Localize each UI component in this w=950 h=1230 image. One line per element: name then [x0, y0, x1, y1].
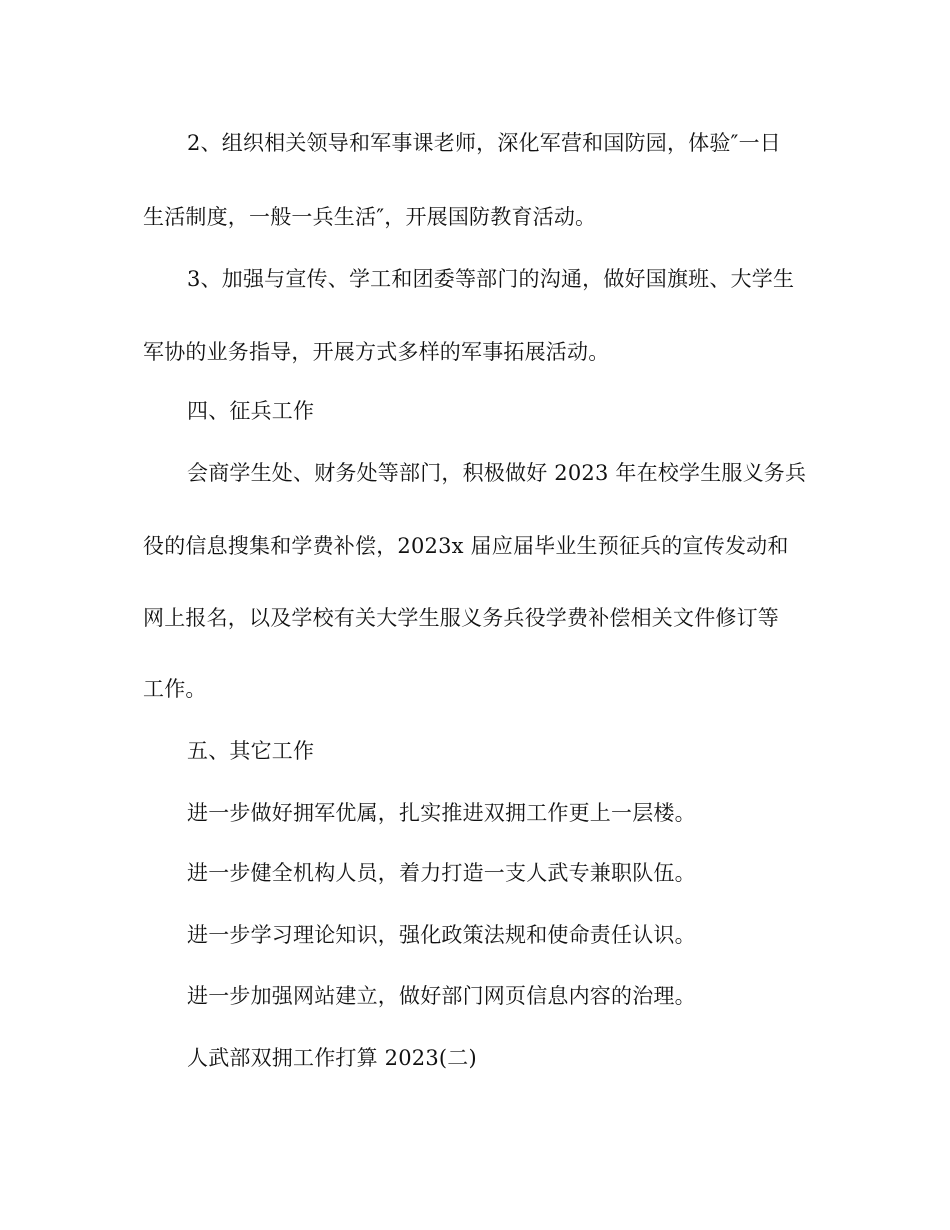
list-item: 进一步做好拥军优属，扎实推进双拥工作更上一层楼。	[187, 801, 696, 825]
paragraph-line: 网上报名，以及学校有关大学生服义务兵役学费补偿相关文件修订等	[143, 606, 779, 630]
paragraph-line: 役的信息搜集和学费补偿，2023x 届应届毕业生预征兵的宣传发动和	[143, 534, 789, 558]
paragraph-line: 3、加强与宣传、学工和团委等部门的沟通，做好国旗班、大学生	[187, 267, 795, 291]
document-title: 人武部双拥工作打算 2023(二)	[187, 1046, 477, 1070]
paragraph-line: 军协的业务指导，开展方式多样的军事拓展活动。	[143, 340, 610, 364]
section-heading: 五、其它工作	[187, 739, 315, 763]
paragraph-line: 2、组织相关领导和军事课老师，深化军营和国防园，体验″一日	[187, 131, 782, 155]
section-heading: 四、征兵工作	[187, 399, 315, 423]
paragraph-line: 生活制度，一般一兵生活″，开展国防教育活动。	[143, 205, 597, 229]
list-item: 进一步学习理论知识，强化政策法规和使命责任认识。	[187, 923, 696, 947]
paragraph-line: 工作。	[143, 677, 207, 701]
paragraph-line: 会商学生处、财务处等部门，积极做好 2023 年在校学生服义务兵	[187, 461, 807, 485]
list-item: 进一步健全机构人员，着力打造一支人武专兼职队伍。	[187, 861, 696, 885]
list-item: 进一步加强网站建立，做好部门网页信息内容的治理。	[187, 984, 696, 1008]
